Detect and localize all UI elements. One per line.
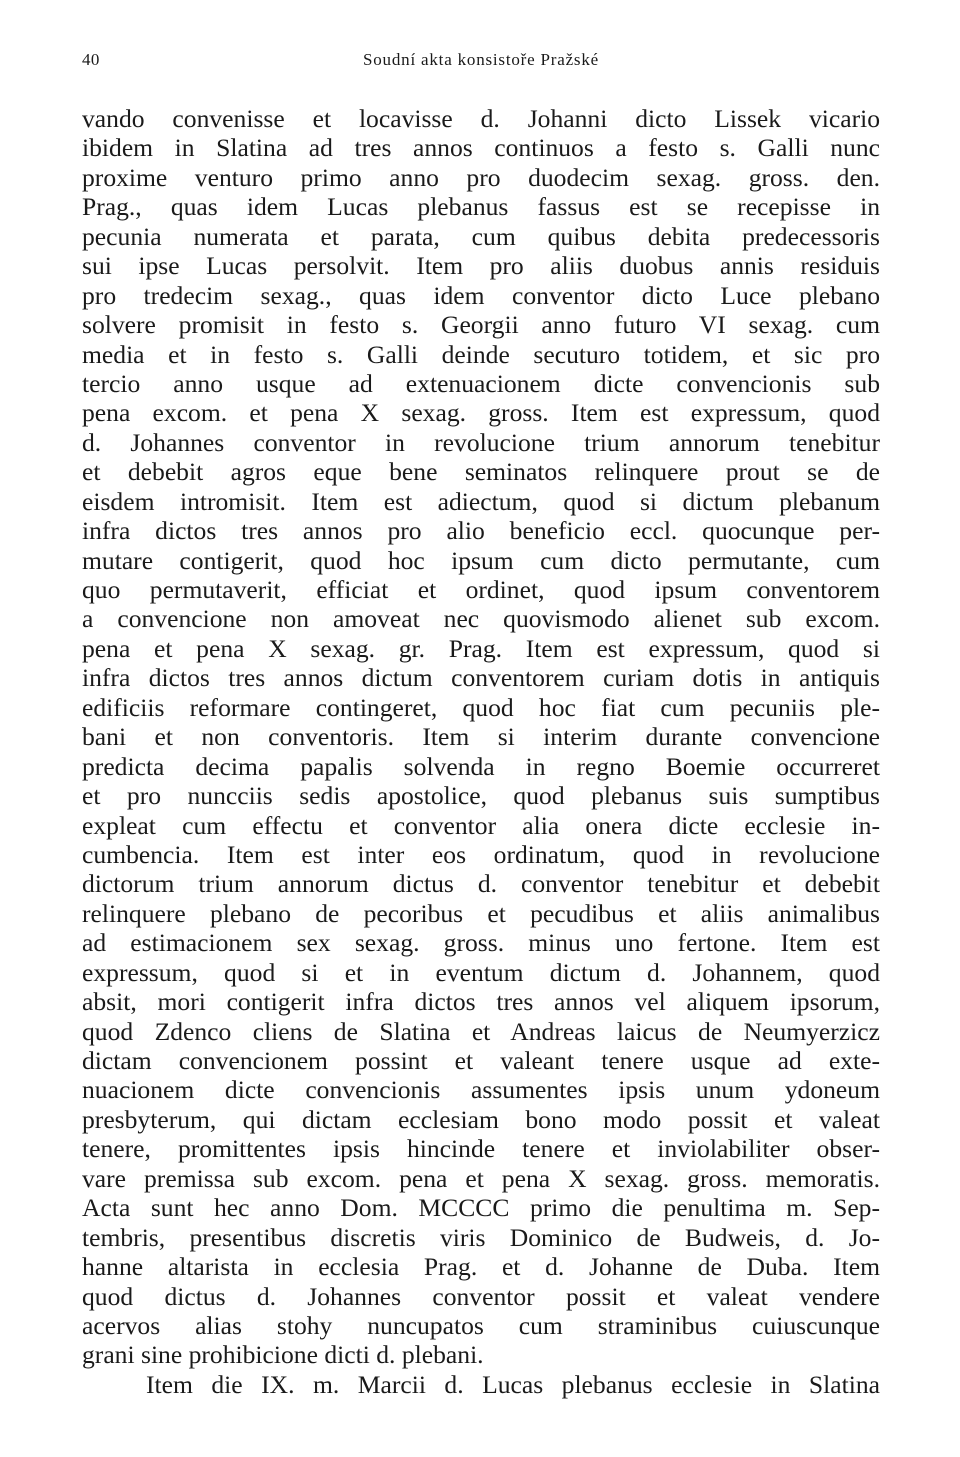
text-line: ibidem in Slatina ad tres annos continuos a festo s. Galli nunc <box>82 133 880 163</box>
text-line: Prag., quas idem Lucas plebanus fassus est se recepisse in <box>82 192 880 222</box>
text-line: tercio anno usque ad extenuacionem dicte convencionis sub <box>82 368 880 398</box>
text-line: et pro nuncciis sedis apostolice, quod plebanus suis sumptibus <box>82 781 880 811</box>
text-line: pena excom. et pena X sexag. gross. Item est expressum, quod <box>82 398 880 428</box>
text-line: sui ipse Lucas persolvit. Item pro aliis duobus annis residuis <box>82 251 880 281</box>
text-line: tenere, promittentes ipsis hincinde tenere et inviolabiliter obser- <box>82 1134 880 1164</box>
text-line: vando convenisse et locavisse d. Johanni dicto Lissek vicario <box>82 104 880 133</box>
text-line: bani et non conventoris. Item si interim durante convencione <box>82 722 880 752</box>
text-line: infra dictos tres annos dictum conventorem curiam dotis in antiquis <box>82 663 880 693</box>
running-title: Soudní akta konsistoře Pražské <box>363 50 599 69</box>
text-line: nuacionem dicte convencionis assumentes ipsis unum ydoneum <box>82 1075 880 1105</box>
main-text <box>82 104 880 1399</box>
text-line: pena et pena X sexag. gr. Prag. Item est expressum, quod si <box>82 633 880 663</box>
text-line: presbyterum, qui dictam ecclesiam bono modo possit et valeat <box>82 1104 880 1134</box>
text-line: vare premissa sub excom. pena et pena X sexag. gross. memoratis. <box>82 1163 880 1193</box>
text-line: predicta decima papalis solvenda in regno Boemie occurreret <box>82 751 880 781</box>
text-line: pecunia numerata et parata, cum quibus debita predecessoris <box>82 221 880 251</box>
text-line: media et in festo s. Galli deinde secuturo totidem, et sic pro <box>82 339 880 369</box>
paragraph-start-line: Item die IX. m. Marcii d. Lucas plebanus ecclesie in Slatina <box>146 1369 880 1399</box>
page-number: 40 <box>82 50 100 69</box>
text-line: d. Johannes conventor in revolucione trium annorum tenebitur <box>82 427 880 457</box>
text-line: quo permutaverit, efficiat et ordinet, quod ipsum conventorem <box>82 575 880 604</box>
text-line: edificiis reformare contingeret, quod hoc fiat cum pecuniis ple- <box>82 692 880 722</box>
text-line: acervos alias stohy nuncupatos cum straminibus cuiuscunque <box>82 1310 880 1340</box>
text-line: quod dictus d. Johannes conventor possit et valeat vendere <box>82 1281 880 1311</box>
text-line: quod Zdenco cliens de Slatina et Andreas laicus de Neumyerzicz <box>82 1016 880 1046</box>
text-line: a convencione non amoveat nec quovismodo alienet sub excom. <box>82 604 880 634</box>
text-line: solvere promisit in festo s. Georgii anno futuro VI sexag. cum <box>82 310 880 340</box>
text-line: relinquere plebano de pecoribus et pecudibus et aliis animalibus <box>82 898 880 928</box>
text-line: dictorum trium annorum dictus d. conventor tenebitur et debebit <box>82 869 880 899</box>
text-line: Acta sunt hec anno Dom. MCCCC primo die penultima m. Sep- <box>82 1193 880 1223</box>
text-line: proxime venturo primo anno pro duodecim sexag. gross. den. <box>82 162 880 192</box>
text-line: expleat cum effectu et conventor alia onera dicte ecclesie in- <box>82 810 880 840</box>
text-line: tembris, presentibus discretis viris Dominico de Budweis, d. Jo- <box>82 1222 880 1252</box>
text-line: dictam convencionem possint et valeant tenere usque ad exte- <box>82 1046 880 1075</box>
text-line: eisdem intromisit. Item est adiectum, quod si dictum plebanum <box>82 486 880 516</box>
text-line: mutare contigerit, quod hoc ipsum cum dicto permutante, cum <box>82 545 880 575</box>
text-line: et debebit agros eque bene seminatos relinquere prout se de <box>82 457 880 487</box>
text-line: pro tredecim sexag., quas idem conventor dicto Luce plebano <box>82 280 880 310</box>
text-line: hanne altarista in ecclesia Prag. et d. Johanne de Duba. Item <box>82 1252 880 1282</box>
running-head <box>82 46 880 74</box>
text-line: absit, mori contigerit infra dictos tres annos vel aliquem ipsorum, <box>82 987 880 1017</box>
text-line: cumbencia. Item est inter eos ordinatum, quod in revolucione <box>82 839 880 869</box>
text-line: infra dictos tres annos pro alio beneficio eccl. quocunque per- <box>82 516 880 546</box>
text-line: expressum, quod si et in eventum dictum d. Johannem, quod <box>82 957 880 987</box>
text-line: grani sine prohibicione dicti d. plebani. <box>82 1340 484 1370</box>
text-line: ad estimacionem sex sexag. gross. minus uno fertone. Item est <box>82 928 880 958</box>
